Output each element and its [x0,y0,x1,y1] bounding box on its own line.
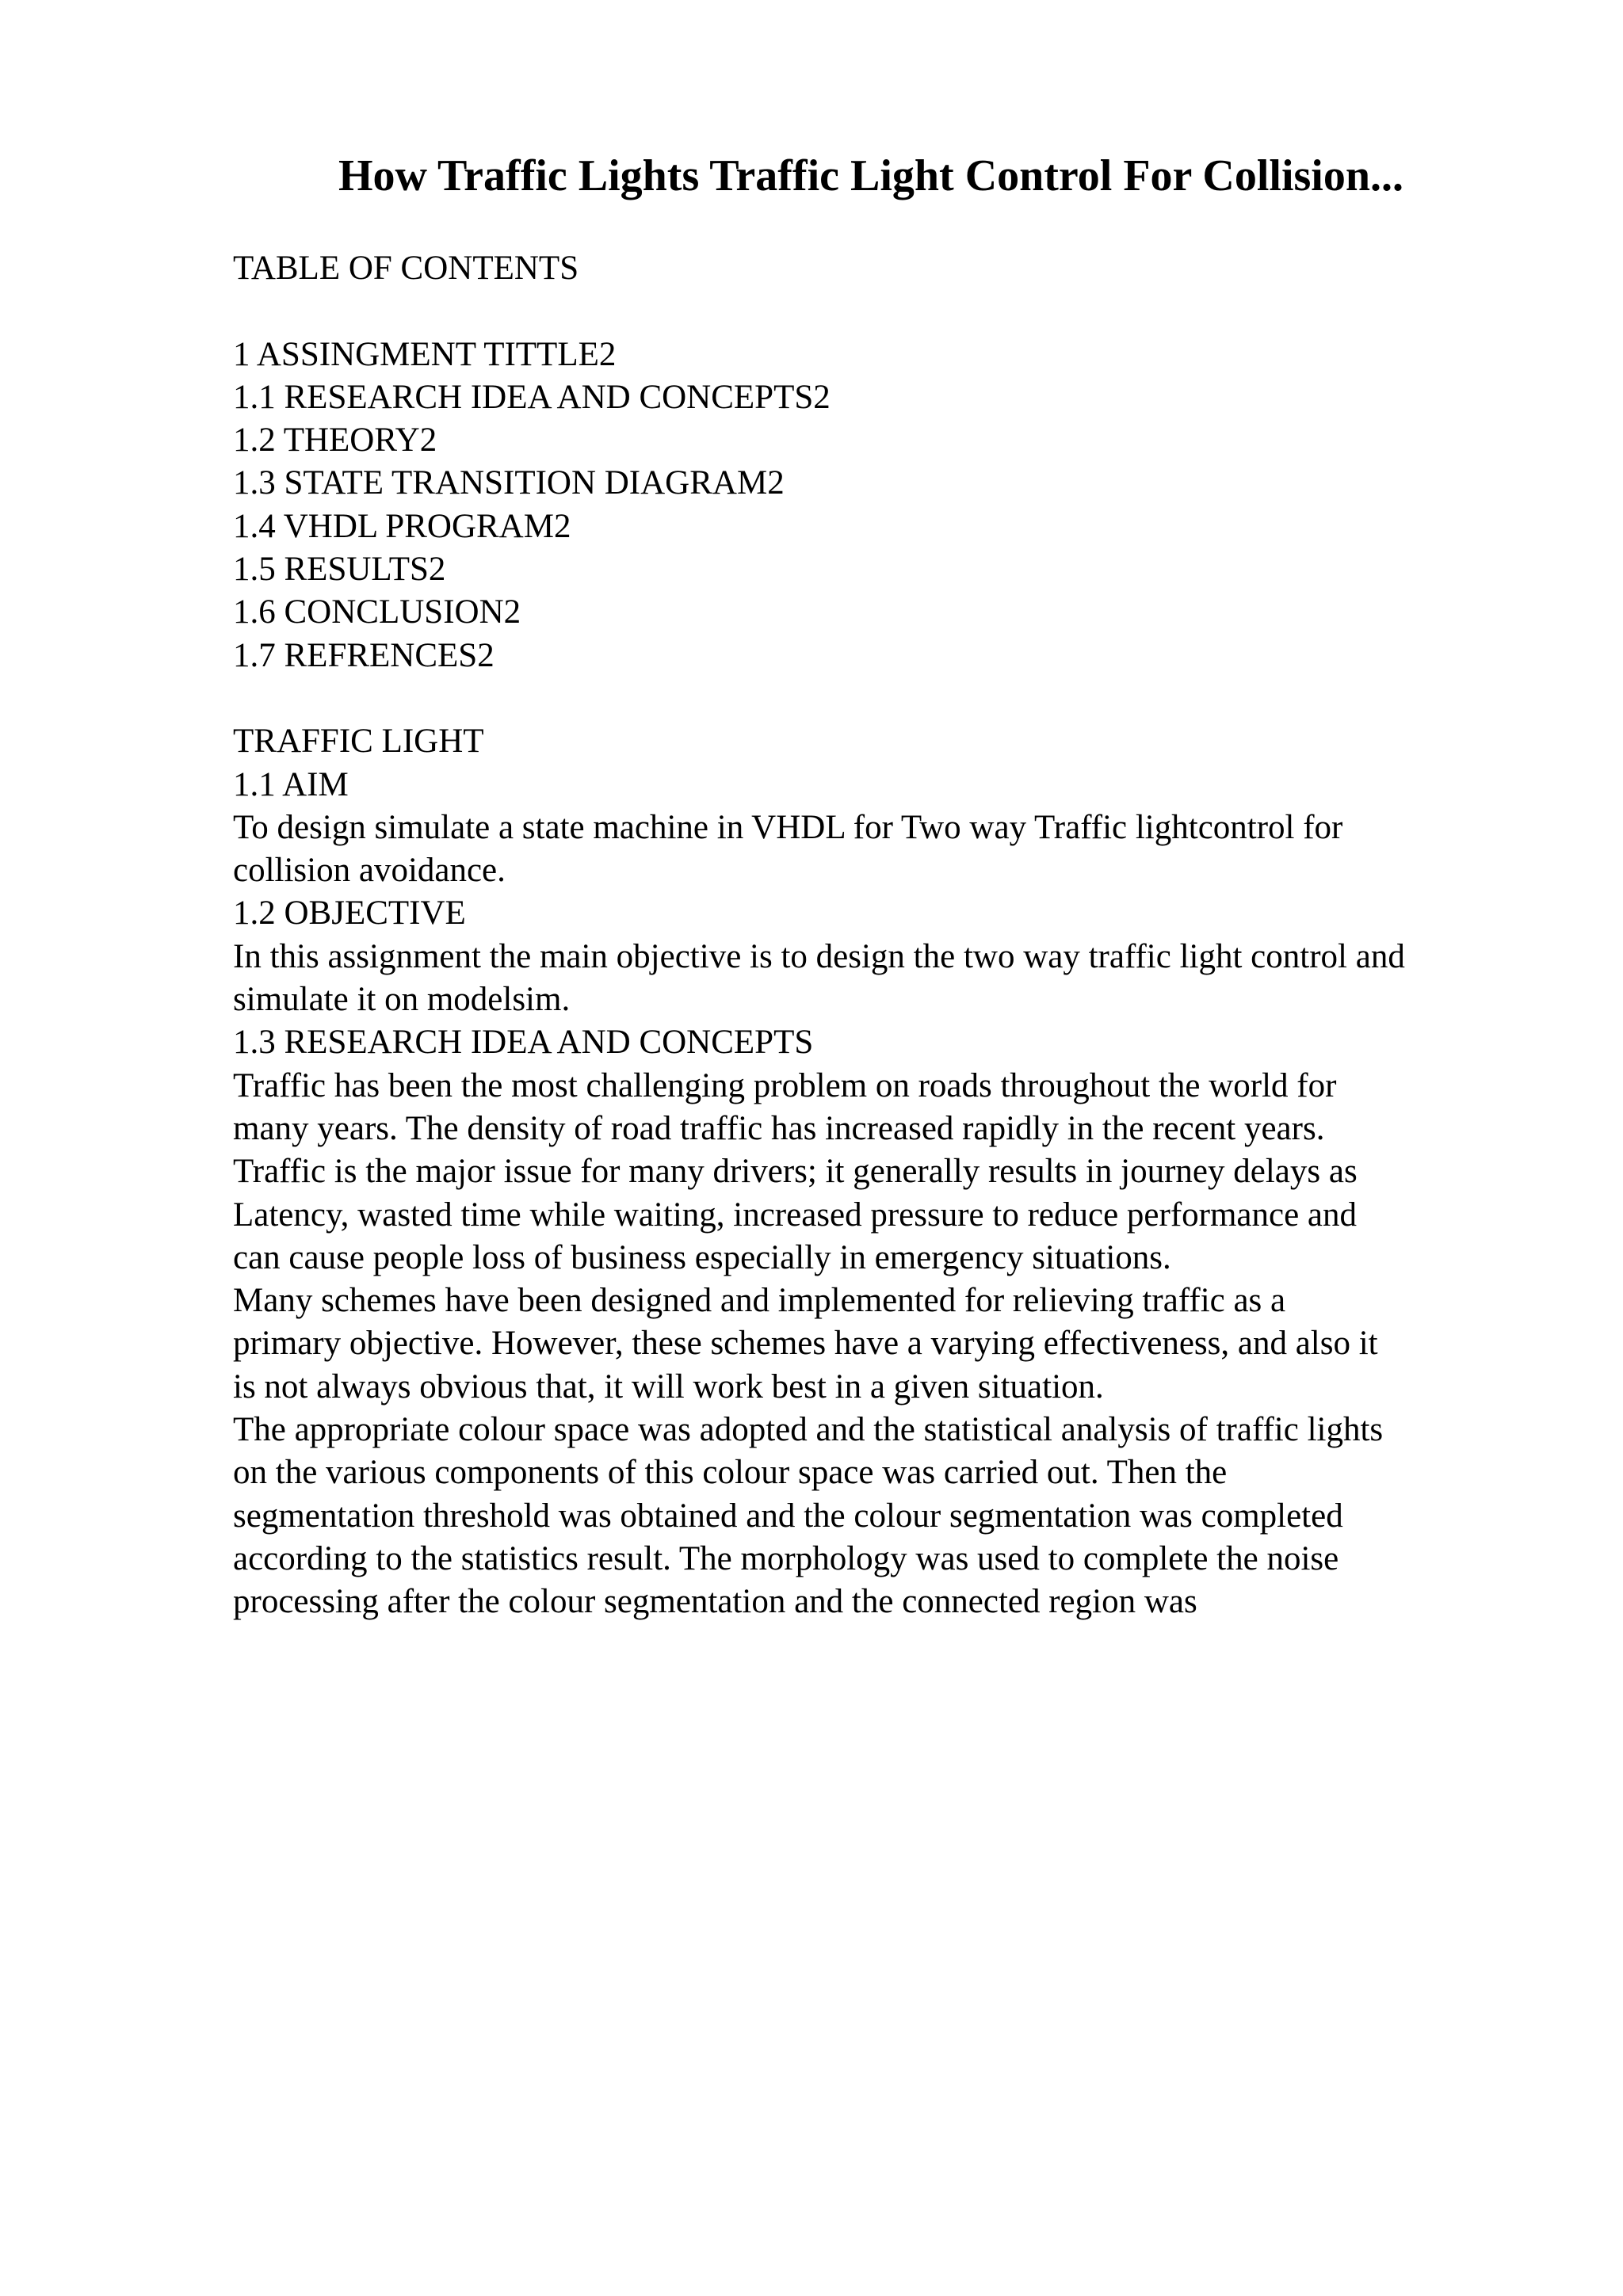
paragraph-line: The appropriate colour space was adopted and the statistical analysis of traffic lights [233,1411,1384,1449]
toc-item: 1.5 RESULTS2 [233,551,446,589]
paragraph-line: on the various components of this colour space was carried out. Then the [233,1454,1228,1492]
paragraph-line: simulate it on modelsim. [233,981,571,1019]
toc-heading: TABLE OF CONTENTS [233,250,579,287]
document-body [233,247,1533,1624]
toc-item: 1.2 THEORY2 [233,421,437,460]
toc-item: 1.6 CONCLUSION2 [233,593,521,631]
paragraph-line: primary objective. However, these schemes have a varying effectiveness, and also it [233,1325,1378,1363]
aim-heading: 1.1 AIM [233,765,349,803]
table-of-contents [233,334,1533,677]
paragraph-line: segmentation threshold was obtained and the colour segmentation was completed [233,1497,1343,1535]
paragraph-line: collision avoidance. [233,852,506,890]
research-heading: 1.3 RESEARCH IDEA AND CONCEPTS [233,1024,814,1062]
toc-item: 1.7 REFRENCES2 [233,636,495,674]
paragraph-line: In this assignment the main objective is to design the two way traffic light control and [233,937,1405,975]
spacer [233,290,1533,333]
paragraph-line: is not always obvious that, it will work best in a given situation. [233,1367,1104,1405]
spacer [233,677,1533,720]
paragraph-line: can cause people loss of business especially in emergency situations. [233,1238,1171,1276]
paragraph-line: Traffic has been the most challenging problem on roads throughout the world for [233,1066,1337,1104]
paragraph-line: according to the statistics result. The morphology was used to complete the noise [233,1539,1339,1577]
paragraph-line: processing after the colour segmentation and the connected region was [233,1583,1197,1621]
toc-item: 1 ASSINGMENT TITTLE2 [233,335,617,373]
paragraph-line: Traffic is the major issue for many drivers; it generally results in journey delays as [233,1153,1358,1191]
section-title: TRAFFIC LIGHT [233,723,484,761]
objective-heading: 1.2 OBJECTIVE [233,894,466,933]
toc-item: 1.1 RESEARCH IDEA AND CONCEPTS2 [233,378,831,416]
toc-item: 1.4 VHDL PROGRAM2 [233,507,571,545]
paragraph-line: To design simulate a state machine in VHDL for Two way Traffic lightcontrol for [233,808,1343,846]
toc-item: 1.3 STATE TRANSITION DIAGRAM2 [233,464,785,502]
document-title: How Traffic Lights Traffic Light Control For Collision... [338,151,1403,200]
paragraph-line: Latency, wasted time while waiting, increased pressure to reduce performance and [233,1196,1357,1234]
paragraph-line: Many schemes have been designed and implemented for relieving traffic as a [233,1282,1286,1320]
paragraph-line: many years. The density of road traffic has increased rapidly in the recent years. [233,1109,1325,1147]
